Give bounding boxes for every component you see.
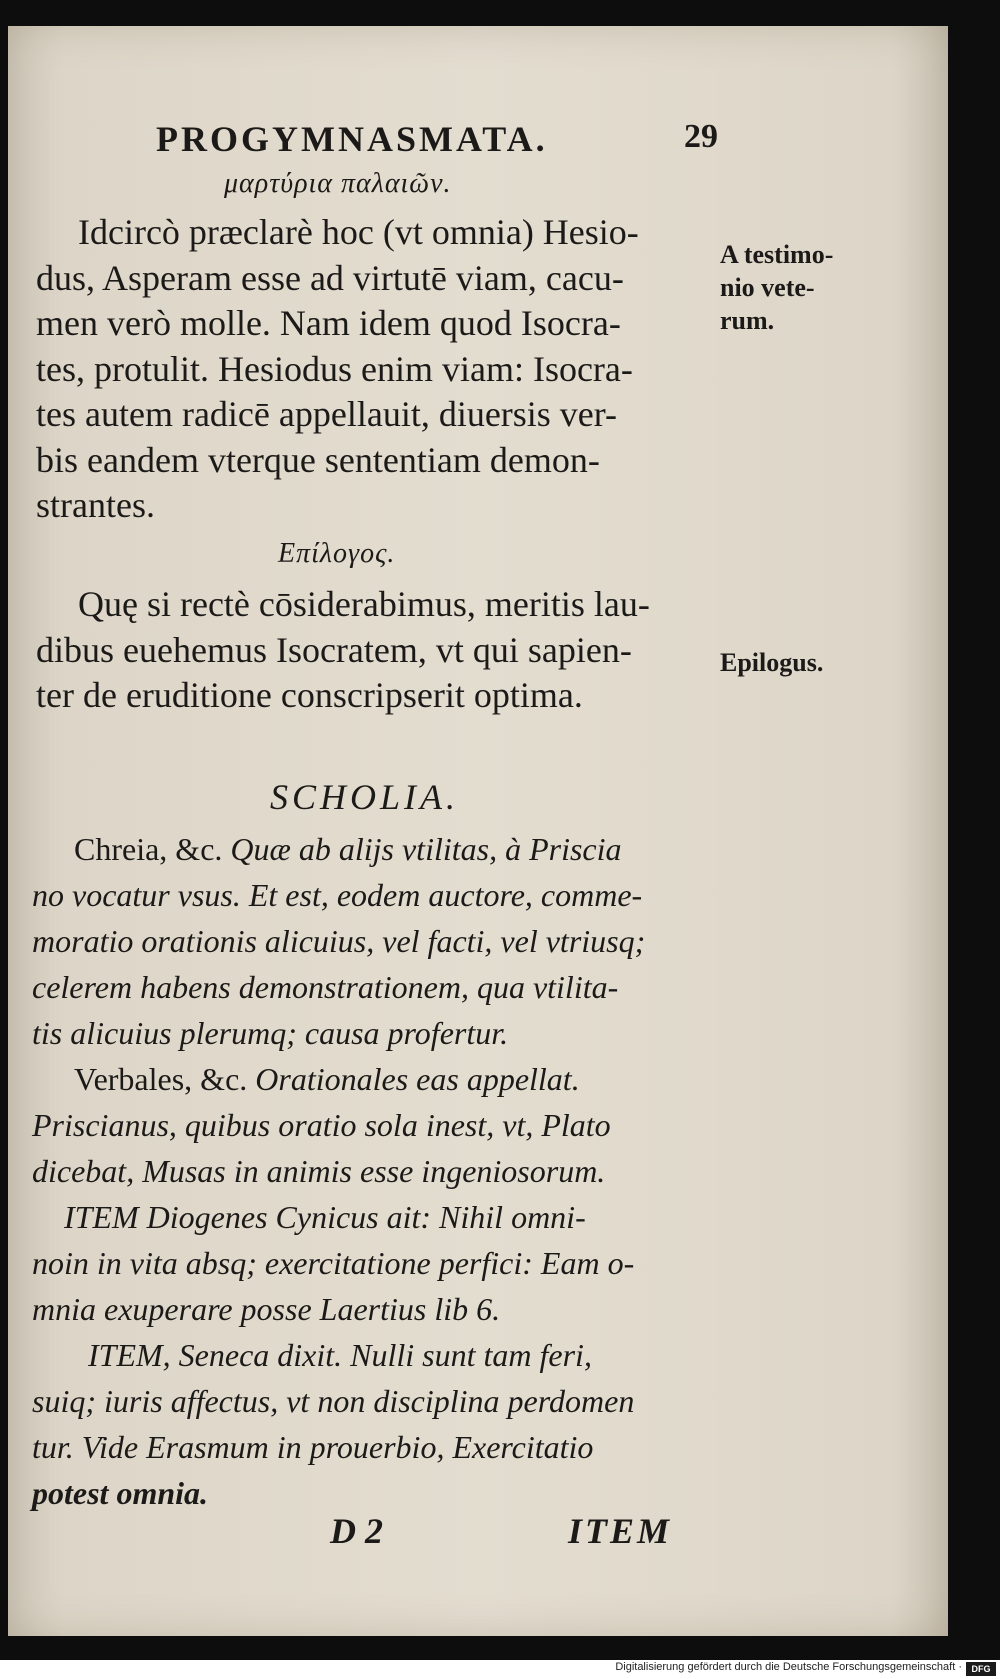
scholia-line: ITEM Diogenes Cynicus ait: Nihil omni- bbox=[64, 1199, 586, 1235]
scholia-line: celerem habens demonstrationem, qua vtilita- bbox=[32, 969, 619, 1005]
paragraph-epilogue bbox=[36, 582, 716, 719]
margin-note-testimonia bbox=[720, 238, 880, 337]
digitization-footer bbox=[0, 1660, 1000, 1679]
text-line: Idcircò præclarè hoc (vt omnia) Hesio- bbox=[78, 212, 639, 252]
digitization-credit: Digitalisierung gefördert durch die Deutsche Forschungsgemeinschaft · bbox=[615, 1661, 962, 1673]
scholia-line: noin in vita absq; exercitatione perfici: Eam o- bbox=[32, 1245, 635, 1281]
margin-note-line: nio vete- bbox=[720, 273, 815, 302]
scholia-lemma: Verbales, &c. bbox=[74, 1061, 248, 1097]
scholia-lemma: Chreia, &c. bbox=[74, 831, 223, 867]
page-header bbox=[156, 118, 716, 162]
text-line: dus, Asperam esse ad virtutē viam, cacu- bbox=[36, 257, 624, 298]
page-number: 29 bbox=[684, 118, 718, 155]
signature-mark: D 2 bbox=[330, 1511, 383, 1551]
margin-note-epilogue bbox=[720, 646, 880, 679]
scholia-line bbox=[32, 826, 712, 872]
scholia-heading: SCHOLIA. bbox=[270, 777, 460, 817]
running-title: PROGYMNASMATA. bbox=[156, 119, 548, 159]
scholia-line: ITEM, Seneca dixit. Nulli sunt tam feri, bbox=[88, 1337, 592, 1373]
scholia-line: Priscianus, quibus oratio sola inest, vt, Plato bbox=[32, 1107, 611, 1143]
scholia-line: tis alicuius plerumq; causa profertur. bbox=[32, 1015, 509, 1051]
scholia-text-fragment: Quæ ab alijs vtilitas, à Priscia bbox=[222, 831, 622, 867]
scholia-line: moratio orationis alicuius, vel facti, vel vtriusq; bbox=[32, 923, 646, 959]
scholia-line: suiq; iuris affectus, vt non disciplina perdomen bbox=[32, 1383, 635, 1419]
text-line: Quę si rectè cōsiderabimus, meritis lau- bbox=[78, 584, 650, 624]
scholia-body bbox=[32, 826, 712, 1516]
catchword: ITEM bbox=[568, 1511, 673, 1551]
margin-note-line: Epilogus. bbox=[720, 648, 824, 677]
greek-heading-epilogos: Επίλογος. bbox=[278, 538, 396, 569]
text-line: tes, protulit. Hesiodus enim viam: Isocra- bbox=[36, 348, 633, 389]
text-line: tes autem radicē appellauit, diuersis ver- bbox=[36, 394, 618, 434]
text-line: ter de eruditione conscripserit optima. bbox=[36, 675, 583, 715]
text-line: dibus euehemus Isocratem, vt qui sapien- bbox=[36, 629, 632, 670]
paragraph-testimonia bbox=[36, 210, 716, 529]
text-line: men verò molle. Nam idem quod Isocra- bbox=[36, 303, 621, 343]
text-line: strantes. bbox=[36, 485, 155, 525]
scholia-line: no vocatur vsus. Et est, eodem auctore, comme- bbox=[32, 877, 643, 913]
scholia-line: potest omnia. bbox=[32, 1475, 209, 1511]
margin-note-line: A testimo- bbox=[720, 240, 834, 269]
margin-note-line: rum. bbox=[720, 306, 775, 335]
scholia-line: dicebat, Musas in animis esse ingeniosorum. bbox=[32, 1153, 606, 1189]
scholia-line: mnia exuperare posse Laertius lib 6. bbox=[32, 1291, 501, 1327]
scholia-text-fragment: Orationales eas appellat. bbox=[247, 1061, 580, 1097]
scholia-line: tur. Vide Erasmum in prouerbio, Exercitatio bbox=[32, 1429, 594, 1465]
scholia-line bbox=[32, 1056, 712, 1102]
greek-heading-testimonia: μαρτύρια παλαιῶν. bbox=[224, 168, 452, 199]
dfg-logo-icon: DFG bbox=[966, 1662, 996, 1676]
text-line: bis eandem vterque sententiam demon- bbox=[36, 439, 600, 480]
book-page bbox=[8, 26, 948, 1636]
